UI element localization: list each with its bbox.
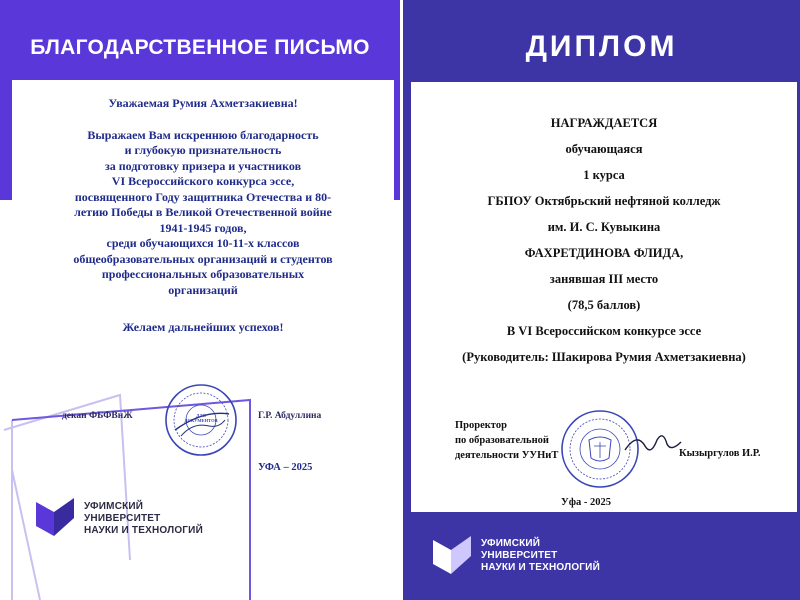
signer-line: Проректор (455, 420, 507, 431)
diploma-city-year: Уфа - 2025 (561, 497, 611, 508)
signature-icon (623, 428, 683, 458)
body-line: общеобразовательных организаций и студентов (73, 251, 333, 266)
signer-line: деятельности УУНиТ (455, 450, 559, 461)
diploma-line: В VI Всероссийском конкурсе эссе (506, 324, 702, 338)
letter-title: БЛАГОДАРСТВЕННОЕ ПИСЬМО (30, 36, 370, 59)
logo-line: УФИМСКИЙ (481, 538, 541, 549)
diploma-signer-title (455, 418, 558, 463)
diploma-title: ДИПЛОМ (525, 30, 678, 63)
body-line: за подготовку призера и участников (104, 158, 302, 173)
diploma-line: обучающаяся (565, 142, 643, 156)
body-line: организаций (168, 282, 238, 297)
body-line: посвященного Году защитника Отечества и 80- (74, 189, 332, 204)
logo-line: УНИВЕРСИТЕТ (84, 513, 161, 524)
body-line: VI Всероссийского конкурса эссе, (111, 174, 295, 188)
diploma-body (411, 110, 797, 370)
signer-line: по образовательной (455, 435, 549, 446)
diploma-line: занявшая III место (549, 272, 659, 286)
greeting: Уважаемая Румия Ахметзакиевна! (108, 96, 298, 110)
letter-body (12, 96, 394, 336)
body-line: Выражаем Вам искреннюю благодарность (87, 127, 319, 142)
diploma-line: 1 курса (583, 168, 625, 182)
diploma (403, 0, 800, 600)
university-logo-icon (433, 534, 471, 574)
stamp-text: ДЛЯ ДОКУМЕНТОВ (184, 413, 218, 423)
diploma-line: (78,5 баллов) (567, 298, 641, 312)
university-logo-icon (36, 496, 74, 536)
body-line: летию Победы в Великой Отечественной войне (74, 205, 332, 219)
logo-line: НАУКИ И ТЕХНОЛОГИЙ (481, 562, 600, 573)
signer-title: декан ФБФВнЖ (62, 411, 133, 421)
body-line: среди обучающихся 10-11-х классов (106, 236, 300, 250)
diploma-line: ГБПОУ Октябрьский нефтяной колледж (487, 194, 721, 208)
logo-line: УФИМСКИЙ (84, 501, 144, 512)
logo-line: НАУКИ И ТЕХНОЛОГИЙ (84, 525, 203, 536)
university-name (481, 538, 600, 574)
diploma-line: им. И. С. Кувыкина (547, 220, 661, 234)
wish-text: Желаем дальнейших успехов! (122, 320, 284, 334)
body-line: и глубокую признательность (124, 143, 282, 157)
diploma-line: ФАХРЕТДИНОВА ФЛИДА, (524, 246, 684, 260)
diploma-line: (Руководитель: Шакирова Румия Ахметзакиевна) (462, 350, 746, 364)
university-name (84, 501, 203, 537)
diploma-signer-name: Кызыргулов И.Р. (679, 448, 761, 459)
logo-line: УНИВЕРСИТЕТ (481, 550, 558, 561)
signer-name: Г.Р. Абдуллина (258, 411, 322, 421)
city-year: УФА – 2025 (258, 462, 313, 473)
body-line: 1941-1945 годов, (159, 220, 247, 235)
diploma-line: НАГРАЖДАЕТСЯ (550, 116, 658, 130)
body-line: профессиональных образовательных (101, 267, 305, 281)
